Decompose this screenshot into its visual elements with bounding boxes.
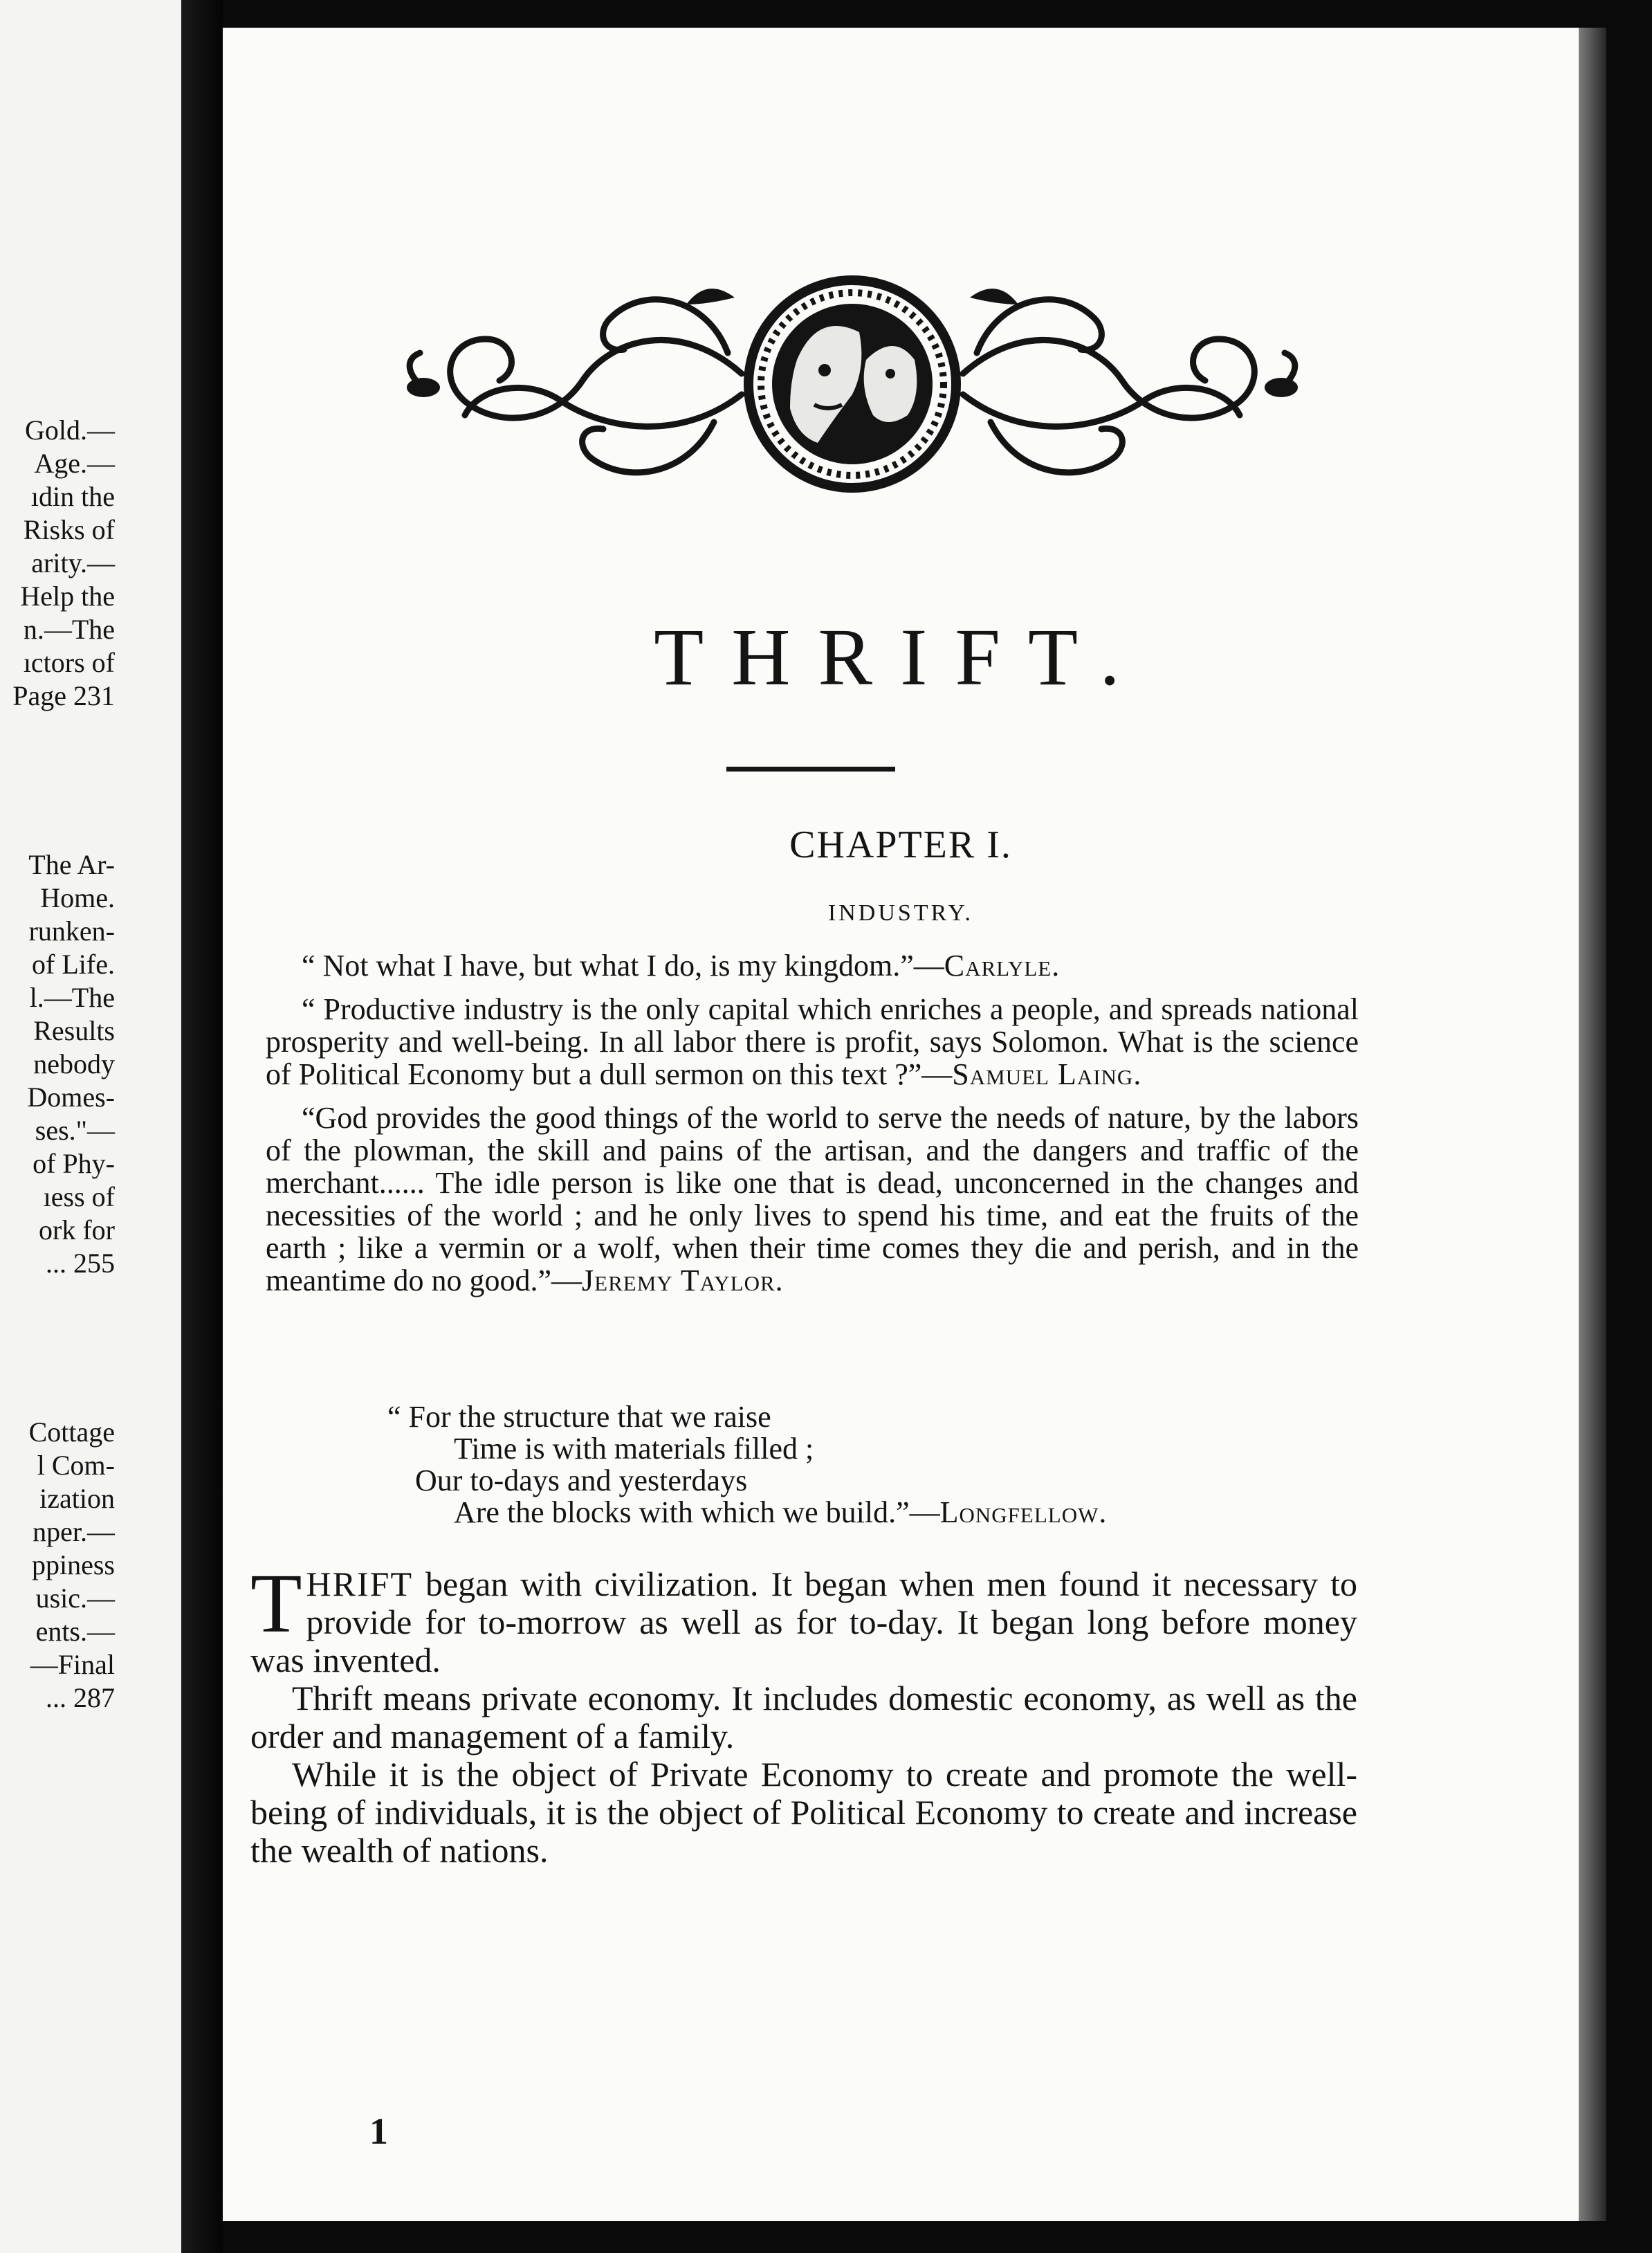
body-text [250, 1557, 1357, 1870]
drop-cap: T [250, 1557, 302, 1650]
left-page-line: Results [33, 1015, 115, 1046]
left-page-line: ıess of [43, 1181, 115, 1212]
title-rule [726, 767, 895, 772]
poem-attribution: Longfellow. [939, 1495, 1108, 1529]
epigraph-text: “God provides the good things of the world to serve the needs of nature, by the labors of the plowman, the skill and pains of the artisan, and the dangers and traffic of the merchant...... The idle person is like one that is dead, unconcerned in the changes and necessities of the world ; and he only lives to spend his time, and eat the fruits of the earth ; like a vermin or a wolf, when their time comes they die and perish, and in the meantime do no good.”— [266, 1101, 1359, 1297]
left-page-line: ork for [39, 1214, 115, 1246]
left-page-line: —Final [30, 1649, 115, 1680]
left-page-line: Page 231 [12, 680, 115, 711]
right-page [223, 28, 1579, 2221]
poem-epigraph [387, 1401, 1494, 1529]
left-page-line: l.—The [29, 982, 115, 1013]
left-page-line: l Com- [37, 1450, 115, 1481]
book-title: THRIFT. [654, 612, 1148, 702]
poem-line: Time is with materials filled ; [454, 1432, 814, 1466]
left-page-line: ization [39, 1483, 115, 1514]
left-page-line: Domes- [27, 1082, 115, 1113]
paragraph-text: began with civilization. It began when men found it necessary to provide for to-morrow as well as for to-day. It began long before money was invented. [250, 1565, 1357, 1679]
left-page-line: The Ar- [28, 849, 115, 880]
poem-line-text: Are the blocks with which we build.”— [454, 1495, 940, 1529]
left-page-line: of Phy- [33, 1148, 115, 1179]
paragraph [250, 1557, 1357, 1679]
epigraph-attribution: Carlyle. [944, 949, 1061, 983]
chapter-subtitle: INDUSTRY. [827, 900, 974, 926]
page-edge [1579, 28, 1606, 2221]
epigraph-text: “ Not what I have, but what I do, is my kingdom.”— [302, 949, 944, 983]
left-page-line: ıdin the [30, 481, 115, 512]
left-page-line: runken- [28, 915, 115, 947]
left-page-line: ... 287 [46, 1682, 115, 1713]
epigraph-taylor [266, 1102, 1359, 1297]
epigraph-attribution: Samuel Laing. [952, 1057, 1142, 1091]
lead-word: HRIFT [306, 1565, 413, 1603]
poem-line: “ For the structure that we raise [387, 1400, 771, 1434]
epigraph-carlyle [266, 949, 1359, 982]
paragraph: While it is the object of Private Economy to create and promote the well-being of individuals, it is the object of Political Economy to create and increase the wealth of nations. [250, 1755, 1357, 1870]
left-page-line: of Life. [32, 949, 115, 980]
paragraph: Thrift means private economy. It includes domestic economy, as well as the order and management of a family. [250, 1679, 1357, 1755]
headpiece-ornament [382, 256, 1323, 505]
page-number: 1 [369, 2110, 388, 2152]
left-page-line: n.—The [23, 614, 115, 645]
book-gutter [181, 0, 223, 2253]
epigraph-laing [266, 993, 1359, 1091]
left-page-line: Gold.— [25, 414, 115, 446]
poem-line: Our to-days and yesterdays [415, 1463, 748, 1497]
left-page-line: ppiness [32, 1549, 115, 1580]
left-page-line: Risks of [23, 514, 115, 545]
left-page-fragment [0, 0, 181, 2253]
left-page-line: ents.— [35, 1616, 115, 1647]
left-page-line: nper.— [33, 1516, 115, 1547]
left-page-line: ses."— [35, 1115, 115, 1146]
left-page-line: ıctors of [23, 647, 115, 678]
poem-line [387, 1497, 1494, 1529]
left-page-line: arity.— [31, 547, 115, 578]
epigraphs [266, 949, 1359, 1308]
left-page-line: Cottage [28, 1416, 115, 1448]
left-page-line: usic.— [35, 1582, 115, 1614]
left-page-line: Home. [40, 882, 115, 913]
left-page-line: Help the [20, 581, 115, 612]
epigraph-text: “ Productive industry is the only capital which enriches a people, and spreads national prosperity and well-being. In all labor there is profit, says Solomon. What is the science of Political Economy but a dull sermon on this text ?”— [266, 992, 1359, 1091]
left-page-line: ... 255 [46, 1248, 115, 1279]
chapter-heading: CHAPTER I. [789, 823, 1012, 866]
left-page-line: Age.— [34, 448, 115, 479]
left-page-line: nebody [33, 1048, 115, 1079]
epigraph-attribution: Jeremy Taylor. [582, 1264, 784, 1297]
